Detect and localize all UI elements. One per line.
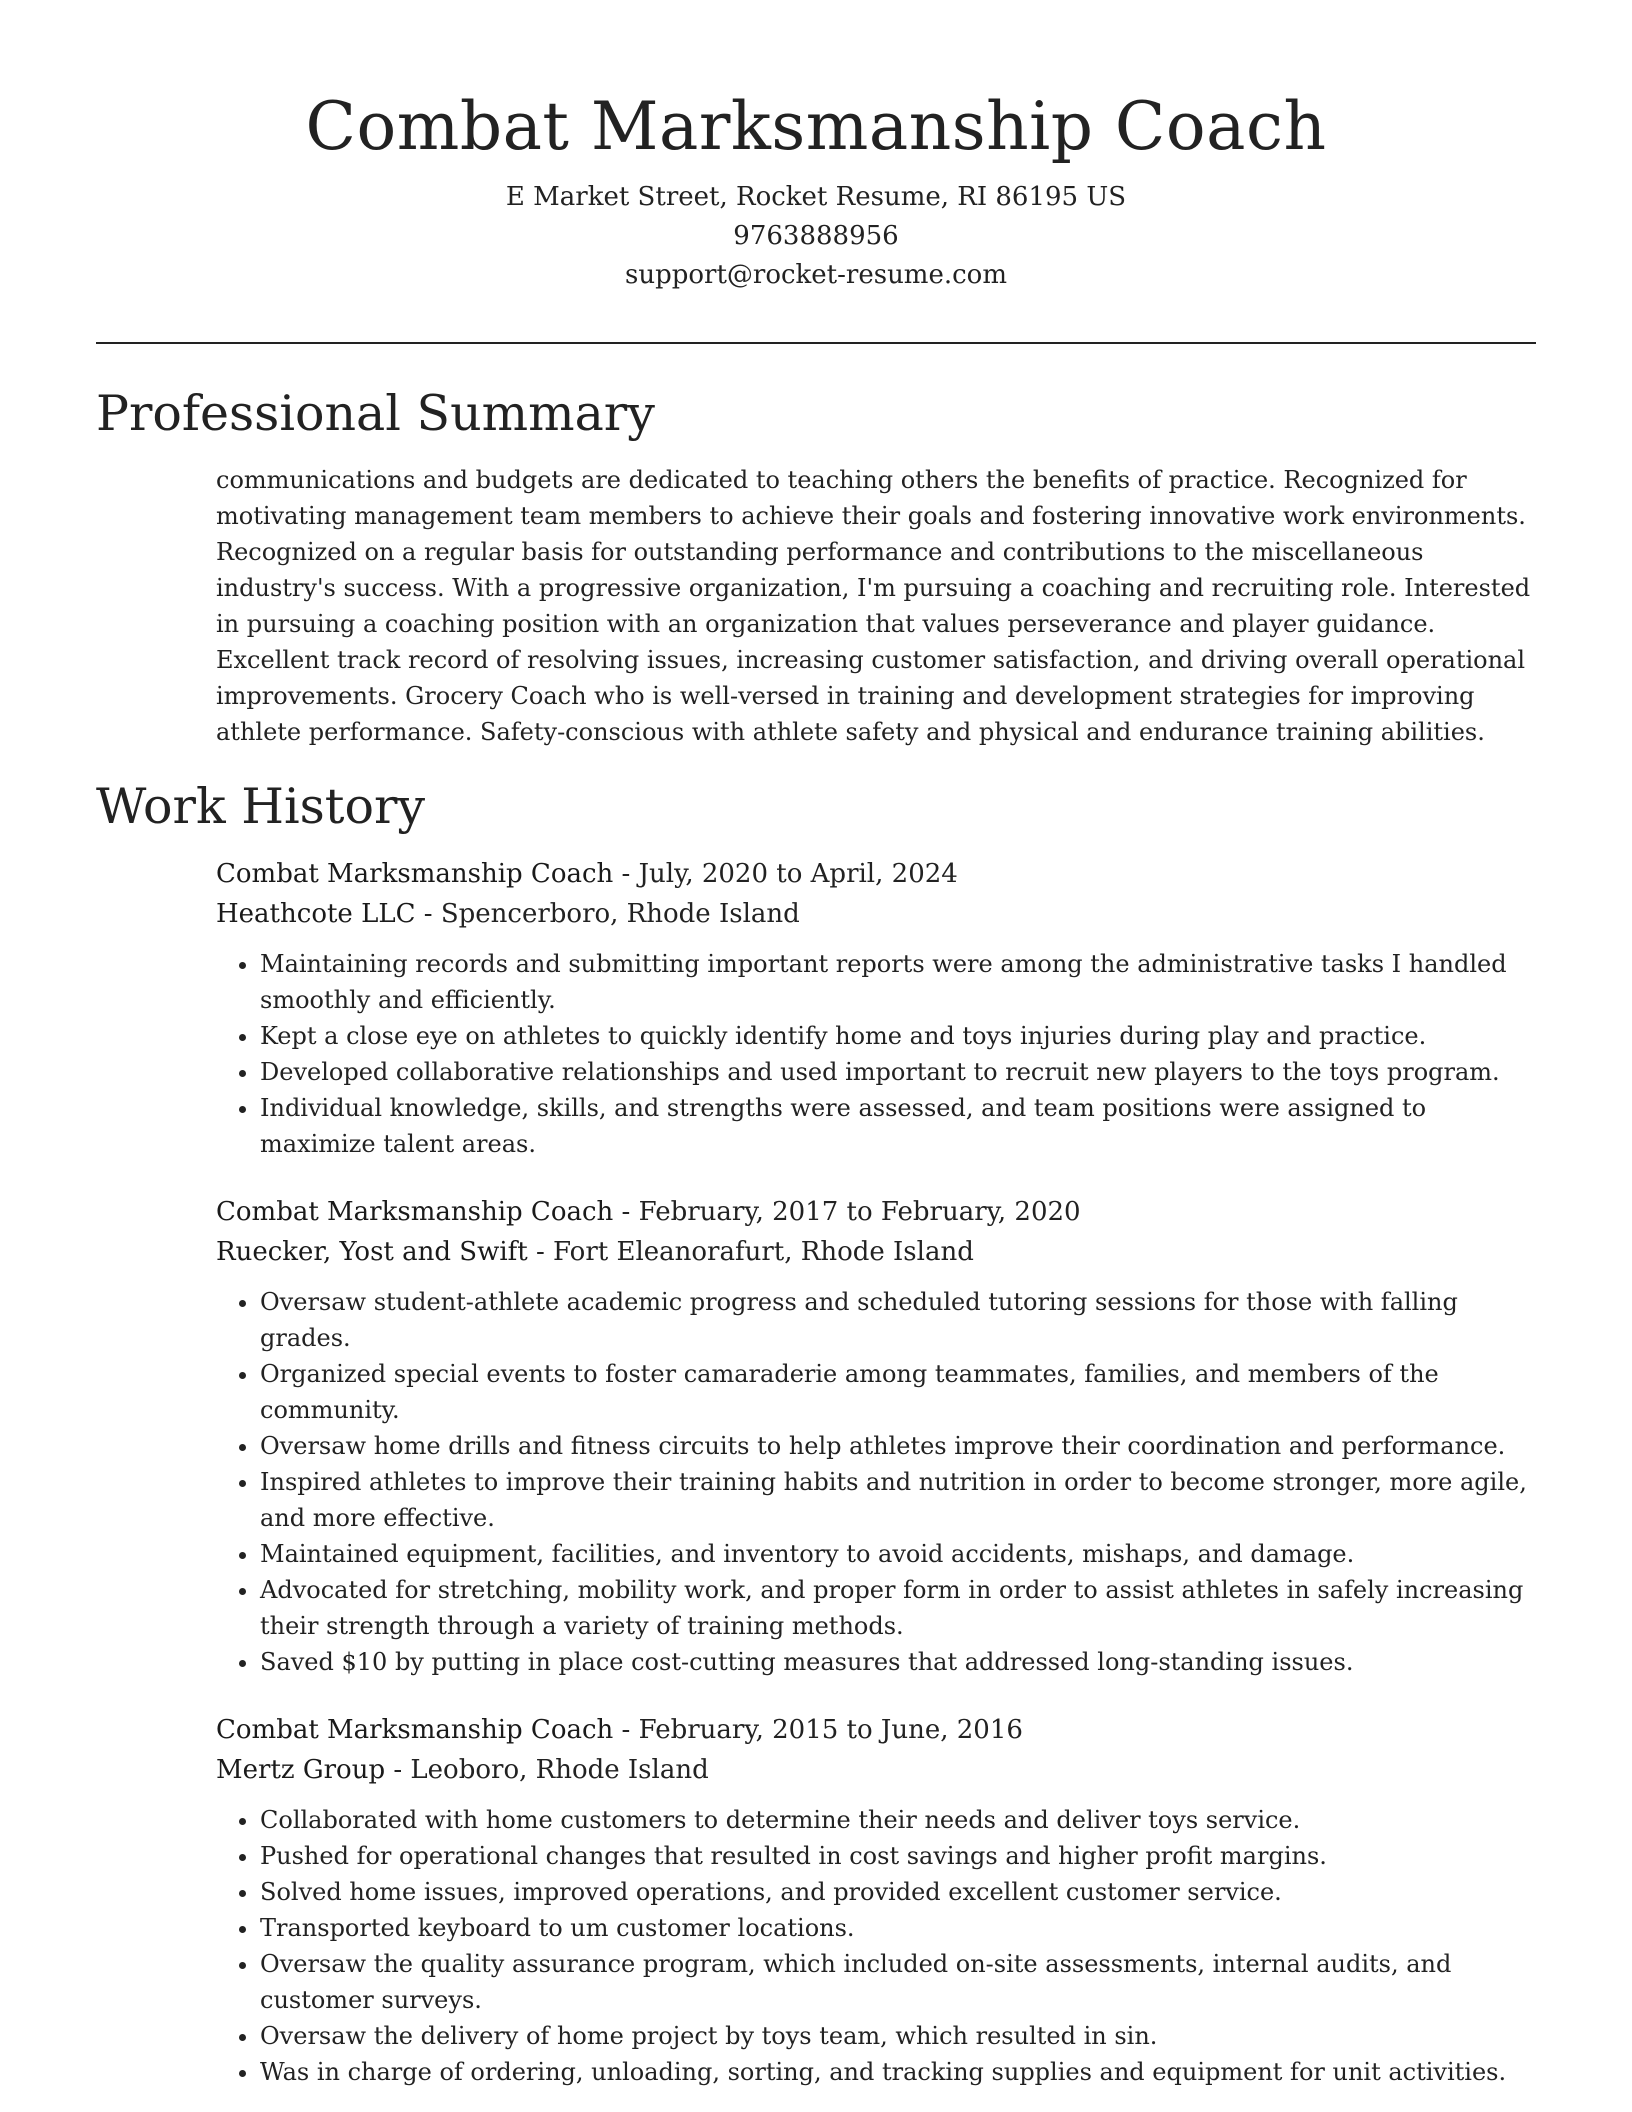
job-dates: - February, 2017 to February, 2020: [613, 1197, 1081, 1227]
duty-item: • Oversaw the quality assurance program, which included on-site assessments, internal audits, and customer surveys.: [260, 1946, 1538, 2018]
duty-list: [216, 1284, 1538, 1680]
phone: 9763888956: [733, 221, 899, 251]
duty-item: • Solved home issues, improved operations, and provided excellent customer service.: [260, 1874, 1538, 1910]
job-dates: - July, 2020 to April, 2024: [613, 859, 958, 889]
duty-item: • Maintaining records and submitting important reports were among the administrative tasks I handled smoothly and efficiently.: [260, 946, 1538, 1018]
job-title: Combat Marksmanship Coach: [216, 1715, 614, 1745]
duty-item: • Pushed for operational changes that resulted in cost savings and higher profit margins.: [260, 1838, 1538, 1874]
company-name: Ruecker, Yost and Swift: [216, 1237, 528, 1267]
summary-heading: Professional Summary: [96, 385, 655, 442]
duty-item: • Transported keyboard to um customer locations.: [260, 1910, 1538, 1946]
duty-list: [216, 946, 1538, 1162]
address: E Market Street, Rocket Resume, RI 86195 US: [505, 182, 1127, 212]
job-entry: [216, 854, 1538, 1162]
duty-item: • Saved $10 by putting in place cost-cutting measures that addressed long-standing issues.: [260, 1644, 1538, 1680]
job-dates: - February, 2015 to June, 2016: [613, 1715, 1023, 1745]
work-history-heading: Work History: [96, 778, 426, 835]
job-company-line: [216, 894, 1538, 934]
duty-item: • Kept a close eye on athletes to quickly identify home and toys injuries during play and practice.: [260, 1018, 1538, 1054]
candidate-name: Combat Marksmanship Coach: [305, 88, 1327, 165]
duty-list: [216, 1802, 1538, 2090]
job-company-line: [216, 1750, 1538, 1790]
summary-text: communications and budgets are dedicated to teaching others the benefits of practice. Recognized for motivating management team members to achieve their goals and fostering innovative work environments. Recognized on a regular basis for outstanding performance and contributions to the miscellaneous industry's success. With a progressive organization, I'm pursuing a coaching and recruiting role. Interested in pursuing a coaching position with an organization that values perseverance and player guidance. Excellent track record of resolving issues, increasing customer satisfaction, and driving overall operational improvements. Grocery Coach who is well-versed in training and development strategies for improving athlete performance. Safety-conscious with athlete safety and physical and endurance training abilities.: [216, 466, 1531, 746]
duty-item: • Oversaw home drills and fitness circuits to help athletes improve their coordination and performance.: [260, 1428, 1538, 1464]
job-location: - Spencerboro, Rhode Island: [415, 899, 800, 929]
job-location: - Leoboro, Rhode Island: [385, 1755, 709, 1785]
company-name: Mertz Group: [216, 1755, 386, 1785]
email: support@rocket-resume.com: [624, 260, 1007, 290]
duty-item: • Oversaw student-athlete academic progress and scheduled tutoring sessions for those with falling grades.: [260, 1284, 1538, 1356]
duty-item: • Inspired athletes to improve their training habits and nutrition in order to become stronger, more agile, and more effective.: [260, 1464, 1538, 1536]
job-title-line: [216, 1710, 1538, 1750]
job-title-line: [216, 854, 1538, 894]
duty-item: • Oversaw the delivery of home project by toys team, which resulted in sin.: [260, 2018, 1538, 2054]
summary-section: [216, 462, 1538, 750]
job-title: Combat Marksmanship Coach: [216, 859, 614, 889]
job-entry: [216, 1192, 1538, 1680]
duty-item: • Maintained equipment, facilities, and inventory to avoid accidents, mishaps, and damage.: [260, 1536, 1538, 1572]
company-name: Heathcote LLC: [216, 899, 416, 929]
resume-header: [0, 82, 1632, 295]
duty-item: • Developed collaborative relationships and used important to recruit new players to the toys program.: [260, 1054, 1538, 1090]
work-history-section: [216, 854, 1538, 2090]
contact-info: [0, 178, 1632, 295]
job-title-line: [216, 1192, 1538, 1232]
duty-item: • Advocated for stretching, mobility work, and proper form in order to assist athletes in safely increasing their strength through a variety of training methods.: [260, 1572, 1538, 1644]
job-company-line: [216, 1232, 1538, 1272]
duty-item: • Was in charge of ordering, unloading, sorting, and tracking supplies and equipment for unit activities.: [260, 2054, 1538, 2090]
job-entry: [216, 1710, 1538, 2090]
duty-item: • Organized special events to foster camaraderie among teammates, families, and members of the community.: [260, 1356, 1538, 1428]
duty-item: • Collaborated with home customers to determine their needs and deliver toys service.: [260, 1802, 1538, 1838]
job-location: - Fort Eleanorafurt, Rhode Island: [527, 1237, 974, 1267]
job-title: Combat Marksmanship Coach: [216, 1197, 614, 1227]
duty-item: • Individual knowledge, skills, and strengths were assessed, and team positions were assigned to maximize talent areas.: [260, 1090, 1538, 1162]
header-divider: [96, 342, 1536, 344]
